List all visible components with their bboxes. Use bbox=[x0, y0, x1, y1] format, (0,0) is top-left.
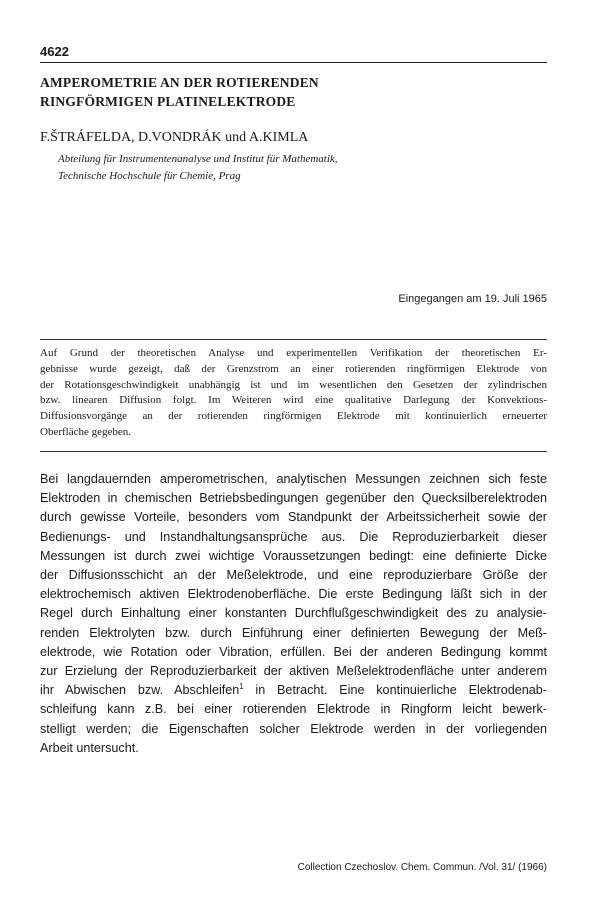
body-line: elektrode, wie Rotation oder Vibration, erfüllen. Bei der anderen Bedingung kommt bbox=[40, 644, 547, 659]
article-title bbox=[40, 73, 547, 111]
page-number: 4622 bbox=[40, 44, 69, 59]
body-line: zur Erzielung der Reproduzierbarkeit der aktiven Meßelektrodenfläche unter anderem bbox=[40, 664, 547, 679]
body-line: der Diffusionsschicht an der Meßelektrode, und eine reproduzierbare Größe der bbox=[40, 568, 547, 583]
body-line: elektrochemisch aktiven Elektrodenoberfläche. Die erste Bedingung läßt sich in der bbox=[40, 587, 547, 602]
body-line: stelligt werden; die Eigenschaften solcher Elektrode werden in der vorliegenden bbox=[40, 721, 547, 736]
abstract-line: Oberfläche gegeben. bbox=[40, 425, 132, 438]
affiliation-line-2: Technische Hochschule für Chemie, Prag bbox=[58, 170, 241, 182]
body-line: Elektroden in chemischen Betriebsbedingungen gegenüber den Quecksilberelektroden bbox=[40, 491, 547, 506]
abstract bbox=[40, 346, 547, 441]
abstract-line: Auf Grund der theoretischen Analyse und experimentellen Verifikation der theoretischen Er- bbox=[40, 347, 547, 359]
body-line: Bedienungs- und Instandhaltungsansprüche aus. Die Reproduzierbarkeit dieser bbox=[40, 529, 547, 544]
abstract-line: Diffusionsvorgänge an der rotierenden ringförmigen Elektrode mit kontinuierlich erneuerter bbox=[40, 410, 547, 423]
journal-footer: Collection Czechoslov. Chem. Commun. /Vol. 31/ (1966) bbox=[297, 862, 547, 873]
body-line: renden Elektrolyten bzw. durch Einführung einer definierten Bewegung der Meß- bbox=[40, 625, 547, 640]
body-line: Messungen ist durch zwei wichtige Voraussetzungen bedingt: eine definierte Dicke bbox=[40, 548, 547, 563]
received-date: Eingegangen am 19. Juli 1965 bbox=[398, 293, 547, 305]
title-line-2: RINGFÖRMIGEN PLATINELEKTRODE bbox=[40, 94, 296, 109]
affiliation bbox=[58, 151, 338, 185]
abstract-line: der Rotationsgeschwindigkeit unabhängig ist und im wesentlichen den Gesetzen der zylindrischen bbox=[40, 378, 547, 391]
body-line: Regel durch Einhaltung einer konstanten Durchflußgeschwindigkeit des zu analysie- bbox=[40, 606, 547, 621]
abstract-line: bzw. linearen Diffusion folgt. Im Weiteren wird eine qualitative Darlegung der Konvektions- bbox=[40, 394, 547, 407]
body-line: durch gewisse Vorteile, besonders vom Standpunkt der Arbeitssicherheit sowie der bbox=[40, 510, 547, 525]
body-line: Arbeit untersucht. bbox=[40, 740, 139, 755]
abstract-line: gebnisse wurde gezeigt, daß der Grenzstrom an einer rotierenden ringförmigen Elektrode von bbox=[40, 362, 547, 375]
authors: F.ŠTRÁFELDA, D.VONDRÁK und A.KIMLA bbox=[40, 130, 309, 145]
body-line-start: ihr Abwischen bzw. Abschleifen bbox=[40, 683, 240, 698]
affiliation-line-1: Abteilung für Instrumentenanalyse und Institut für Mathematik, bbox=[58, 153, 338, 165]
body-paragraph bbox=[40, 470, 547, 758]
body-line: Bei langdauernden amperometrischen, analytischen Messungen zeichnen sich feste bbox=[40, 472, 547, 486]
footnote-reference: 1 bbox=[239, 682, 244, 692]
body-line-with-footnote bbox=[40, 681, 547, 700]
body-line: schleifung kann z.B. bei einer rotierenden Elektrode in Ringform leicht bewerk- bbox=[40, 702, 547, 717]
body-line-end: in Betracht. Eine kontinuierliche Elektrodenab- bbox=[243, 683, 547, 698]
abstract-rule-bottom bbox=[40, 451, 547, 452]
title-line-1: AMPEROMETRIE AN DER ROTIERENDEN bbox=[40, 75, 319, 90]
top-rule bbox=[40, 62, 547, 63]
abstract-rule-top bbox=[40, 339, 547, 340]
